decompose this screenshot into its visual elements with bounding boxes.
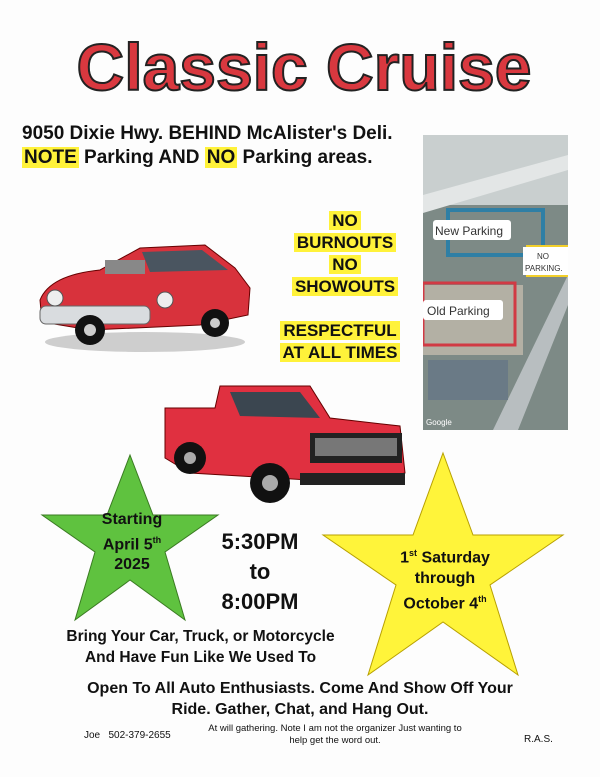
svg-text:Google: Google — [426, 418, 452, 427]
open-to-all-text: Open To All Auto Enthusiasts. Come And Show Off Your Ride. Gather, Chat, and Hang Out. — [87, 680, 513, 718]
note-highlight: NOTE — [24, 147, 77, 168]
no-highlight: NO — [206, 147, 236, 168]
invite-text: Bring Your Car, Truck, or Motorcycle And Have Fun Like We Used To — [66, 628, 335, 666]
respectful-rule: RESPECTFUL AT ALL TIMES — [260, 320, 420, 364]
disclaimer-note: At will gathering. Note I am not the organizer Just wanting to help get the word out. — [208, 723, 462, 746]
schedule-text: 1st Saturday through October 4th — [400, 548, 490, 613]
title-text: Classic Cruise — [76, 30, 532, 104]
flyer-title — [0, 18, 600, 108]
address-text: 9050 Dixie Hwy. BEHIND McAlister's Deli. NOTE Parking AND NO Parking areas. — [22, 123, 393, 168]
parking-map — [423, 135, 568, 430]
new-parking-label: New Parking — [435, 224, 504, 238]
contact-info: Joe 502-379-2655 — [84, 730, 171, 741]
svg-text:NO: NO — [537, 252, 549, 261]
event-time: 5:30PM to 8:00PM — [221, 529, 299, 614]
old-parking-label: Old Parking — [427, 304, 490, 318]
svg-text:PARKING.: PARKING. — [525, 264, 563, 273]
no-burnouts-rule: NO BURNOUTS NO SHOWOUTS — [270, 210, 420, 298]
author-initials: R.A.S. — [524, 734, 553, 745]
start-date-text: Starting April 5th 2025 — [101, 511, 163, 574]
classic-car-image — [30, 230, 255, 355]
